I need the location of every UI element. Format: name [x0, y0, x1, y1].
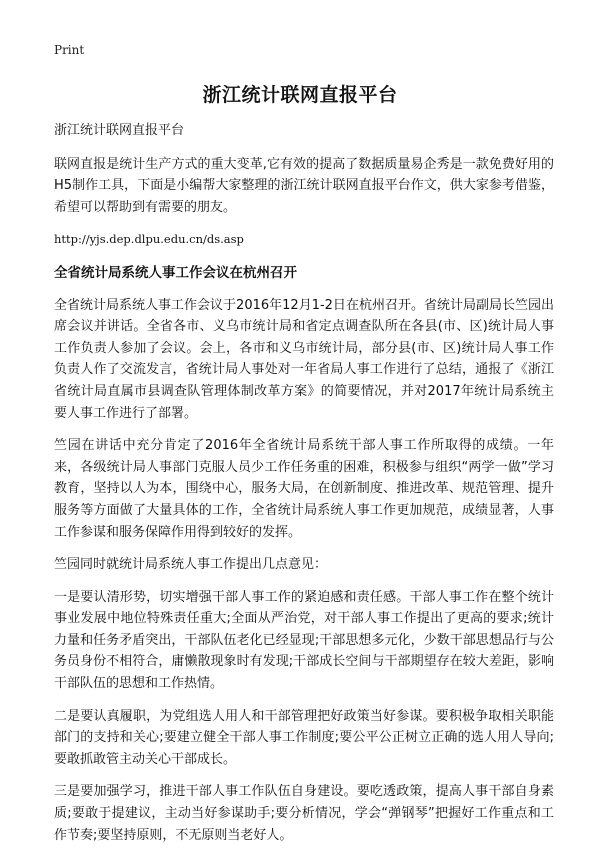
document-subtitle: 浙江统计联网直报平台	[54, 123, 185, 138]
paragraph-3: 竺园同时就统计局系统人事工作提出几点意见：	[54, 557, 328, 573]
print-link[interactable]: Print	[54, 43, 85, 57]
paragraph-4: 一是要认清形势，切实增强干部人事工作的紧迫感和责任感。干部人事工作在整个统计事业发展中地位特殊责任重大;全面从严治党，对干部人事工作提出了更高的要求;统计力量和任务矛盾突出，干部队伍老化已经显现;干部思想多元化，少数干部思想品行与公务员身份不相符合，庸懒散现象时有发现;干部成长空间与干部期望存在较大差距，影响干部队伍的思想和工作热情。	[54, 589, 554, 692]
paragraph-2: 竺园在讲话中充分肯定了2016年全省统计局系统干部人事工作所取得的成绩。一年来，各级统计局人事部门克服人员少工作任务重的困难，积极参与组织“两学一做”学习教育，坚持以人为本，围绕中心，服务大局，在创新制度、推进改革、规范管理、提升服务等方面做了大量具体的工作，全省统计局系统人事工作更加规范，成绩显著，人事工作参谋和服务保障作用得到较好的发挥。	[54, 438, 554, 540]
article-heading: 全省统计局系统人事工作会议在杭州召开	[54, 264, 297, 281]
document-body	[54, 120, 554, 857]
paragraph-1: 全省统计局系统人事工作会议于2016年12月1-2日在杭州召开。省统计局副局长竺园出席会议并讲话。全省各市、义乌市统计局和省定点调查队所在各县(市、区)统计局人事工作负责人参加了会议。会上，各市和义乌市统计局，部分县(市、区)统计局人事工作负责人作了交流发言，省统计局人事处对一年省局人事工作进行了总结，通报了《浙江省统计局直属市县调查队管理体制改革方案》的简要情况，并对2017年统计局系统主要人事工作进行了部署。	[54, 297, 554, 421]
intro-paragraph: 联网直报是统计生产方式的重大变革,它有效的提高了数据质量易企秀是一款免费好用的H5制作工具，下面是小编帮大家整理的浙江统计联网直报平台作文，供大家参考借鉴，希望可以帮助到有需要的朋友。	[54, 156, 554, 215]
page-title: 浙江统计联网直报平台	[202, 84, 398, 106]
paragraph-6: 三是要加强学习，推进干部人事工作队伍自身建设。要吃透政策，提高人事干部自身素质;要敢于提建议，主动当好参谋助手;要分析情况，学会“弹钢琴”把握好工作重点和工作节奏;要坚持原则，不无原则当老好人。	[54, 784, 554, 843]
source-url[interactable]: http://yjs.dep.dlpu.edu.cn/ds.asp	[54, 232, 244, 247]
paragraph-5: 二是要认真履职，为党组选人用人和干部管理把好政策当好参谋。要积极争取相关职能部门的支持和关心;要建立健全干部人事工作制度;要公平公正树立正确的选人用人导向;要敢抓敢管主动关心干部成长。	[54, 708, 554, 767]
